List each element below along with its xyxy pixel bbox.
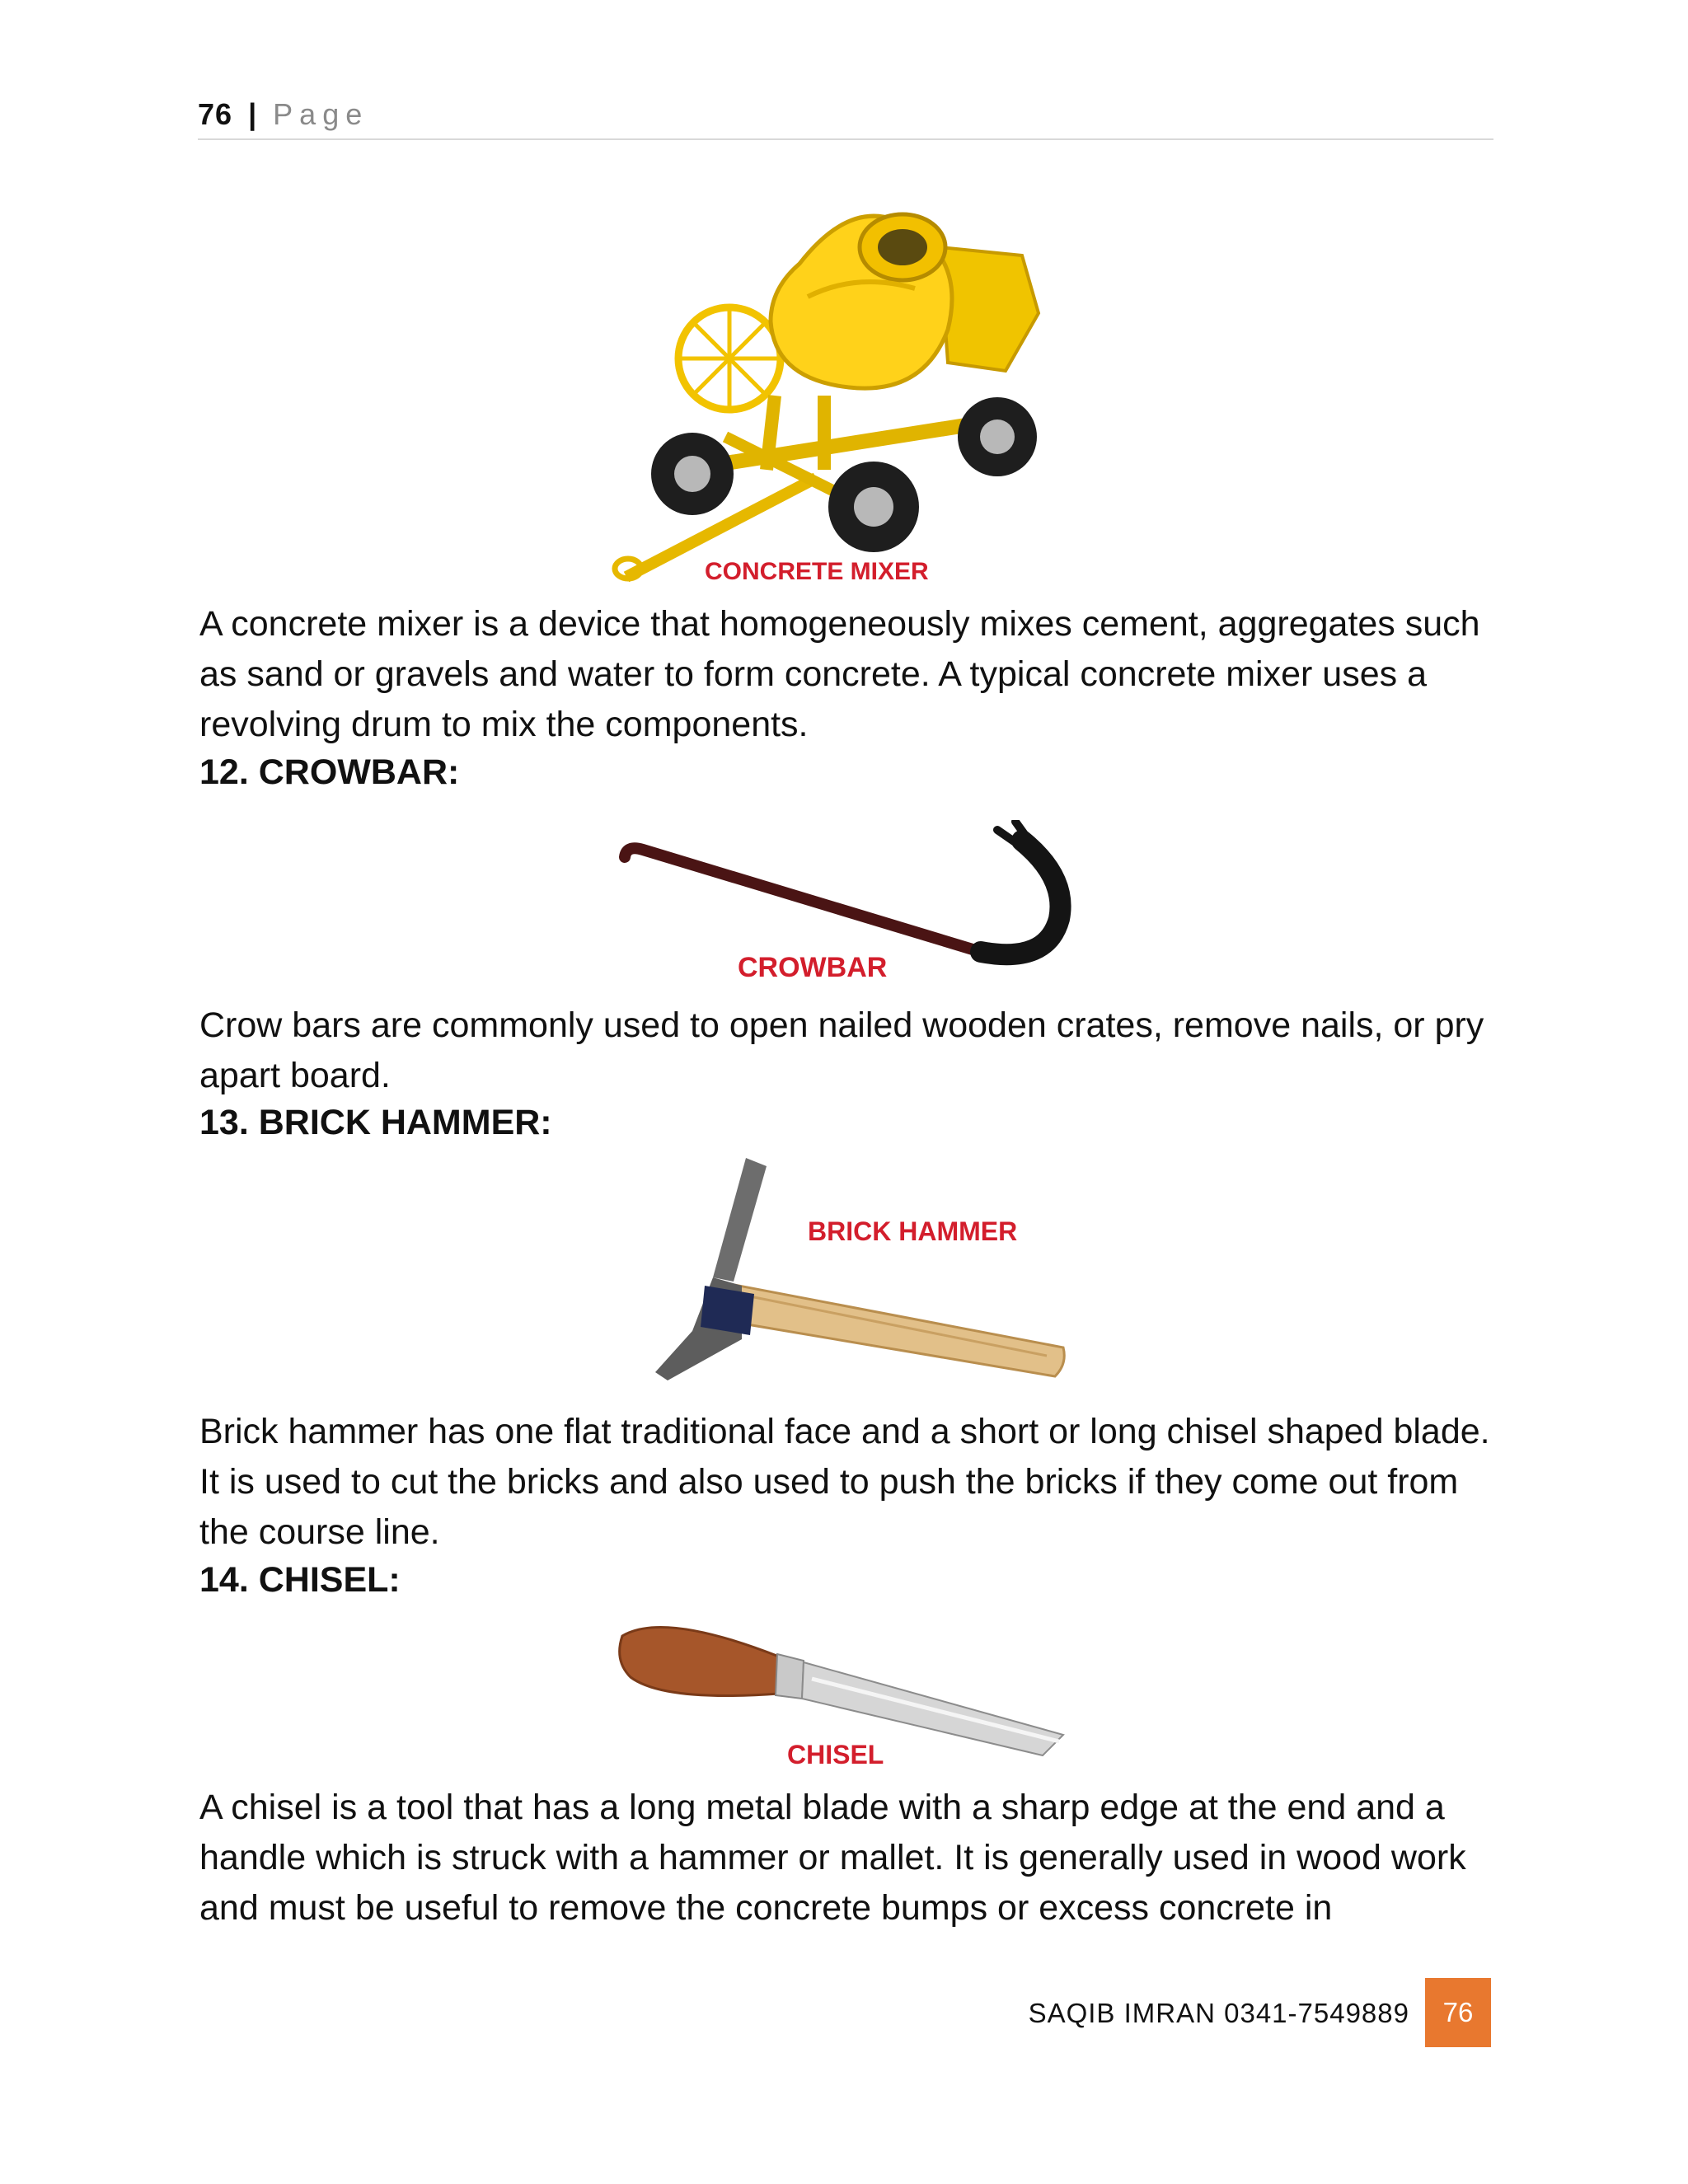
- chisel-description: A chisel is a tool that has a long metal blade with a sharp edge at the end and a handle which is struck with a hammer or mallet. It is generally used in wood work and must be useful to remove the concrete bumps or excess concrete in: [199, 1788, 1466, 1928]
- brick-hammer-heading: 13. BRICK HAMMER:: [199, 1103, 552, 1142]
- footer-page-number: 76: [1425, 1978, 1491, 2047]
- chisel-image: [614, 1619, 1076, 1776]
- brick-hammer-image: [635, 1158, 1080, 1385]
- concrete-mixer-label: CONCRETE MIXER: [705, 558, 929, 585]
- header-page-word: Page: [273, 97, 369, 131]
- crowbar-label: CROWBAR: [738, 952, 888, 983]
- concrete-mixer-description: A concrete mixer is a device that homogeneously mixes cement, aggregates such as sand or gravels and water to form concrete. A typical concrete mixer uses a revolving drum to mix the components.: [199, 604, 1480, 744]
- header-separator: |: [248, 97, 258, 131]
- crowbar-description: Crow bars are commonly used to open nailed wooden crates, remove nails, or pry apart board.: [199, 1005, 1484, 1095]
- brick-hammer-label: BRICK HAMMER: [808, 1216, 1018, 1246]
- crowbar-heading: 12. CROWBAR:: [199, 752, 460, 792]
- chisel-heading: 14. CHISEL:: [199, 1560, 401, 1600]
- crowbar-image: [610, 820, 1071, 989]
- concrete-mixer-image: [610, 198, 1055, 589]
- footer-author: SAQIB IMRAN 0341-7549889: [1028, 1998, 1409, 2028]
- page-header: [198, 97, 1493, 132]
- header-rule: [198, 138, 1493, 140]
- chisel-label: CHISEL: [787, 1740, 884, 1769]
- header-page-number: 76: [198, 97, 233, 131]
- brick-hammer-description: Brick hammer has one flat traditional face and a short or long chisel shaped blade. It is used to cut the bricks and also used to push the bricks if they come out from the course line.: [199, 1412, 1490, 1552]
